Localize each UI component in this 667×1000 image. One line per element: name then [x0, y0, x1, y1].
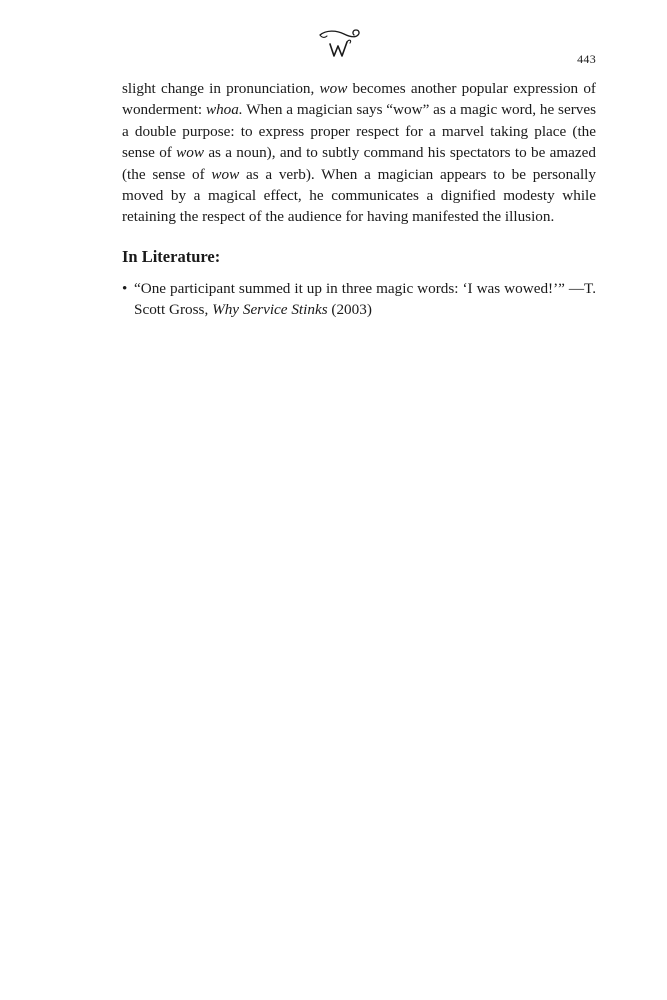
text-span: slight change in pronunciation, [122, 80, 320, 97]
text-span: When a magician says “wow” as a magic word, he serves a double purpose: to express proper respect for a marvel taking place (the sense of [122, 101, 596, 162]
quote-text: “One participant summed it up in three magic words: ‘I was wowed!’” —T. Scott Gross, [134, 279, 596, 319]
text-span: as a noun), and to subtly command his spectators to be amazed (the sense of [122, 144, 596, 183]
italic-term: wow [211, 165, 240, 183]
book-title: Why Service Stinks [212, 301, 328, 319]
quote-year: (2003) [327, 301, 372, 319]
list-item [122, 278, 596, 321]
italic-term: wow [176, 144, 205, 162]
literature-list [122, 278, 596, 321]
italic-term: wow [319, 80, 348, 97]
italic-term: whoa. [205, 101, 243, 119]
page-content [122, 78, 596, 321]
text-span: as a verb). When a magician appears to be personally moved by a magical effect, he communicates a dignified modesty while retaining the respect of the audience for having manifested the illusion. [122, 165, 596, 226]
bullet-icon: • [122, 279, 128, 297]
page-number: 443 [577, 52, 596, 66]
letter-w-swash-icon [316, 26, 366, 62]
text-span: becomes another popular expression of wonderment: [122, 80, 596, 119]
section-heading: In Literature: [122, 246, 221, 266]
body-paragraph [122, 78, 596, 228]
